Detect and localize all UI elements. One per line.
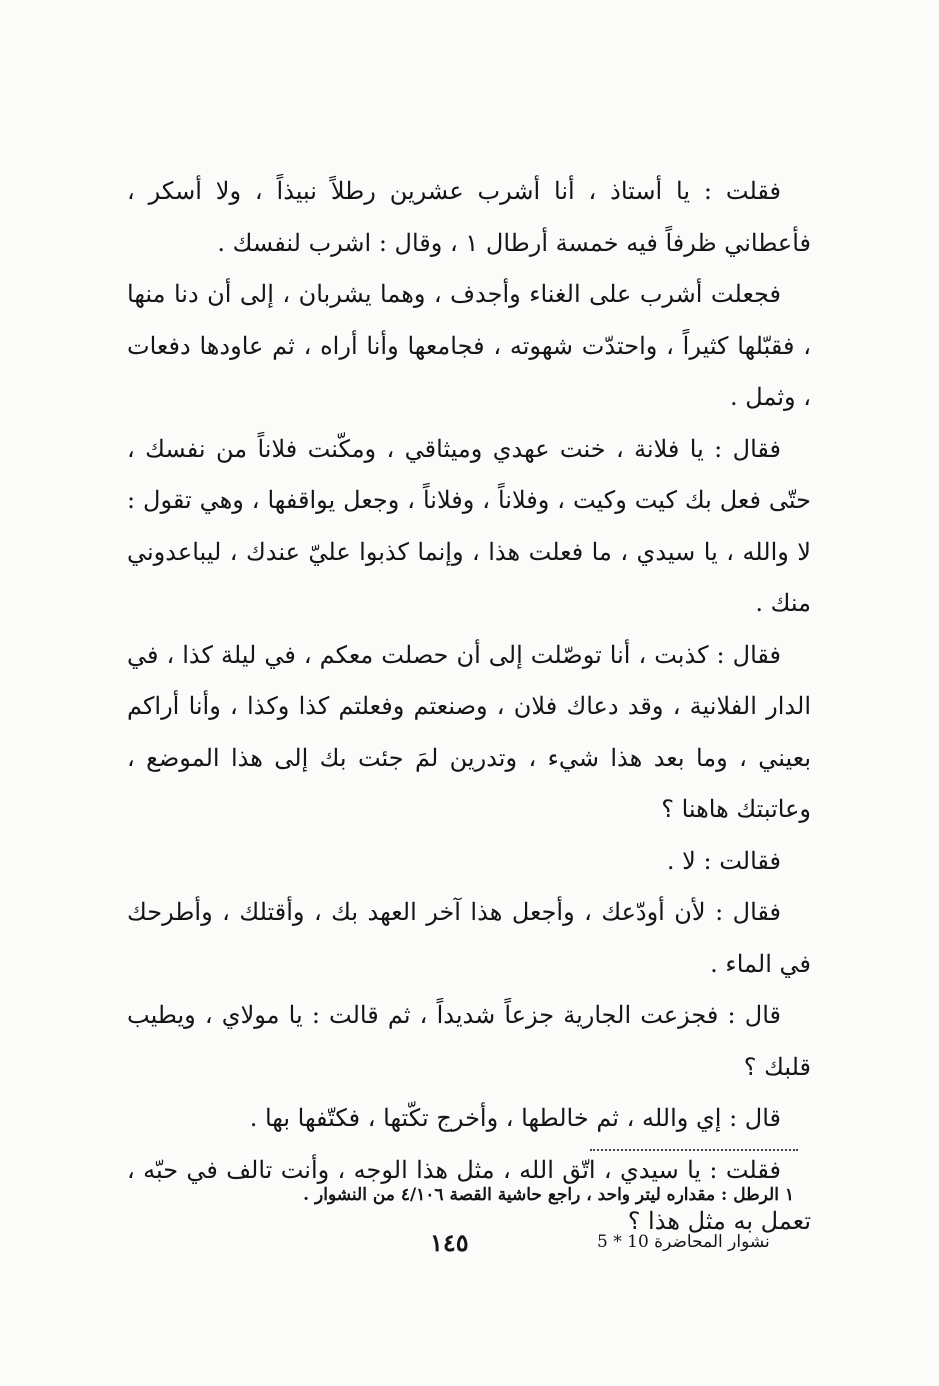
paragraph-3: فقال : يا فلانة ، خنت عهدي وميثاقي ، ومكّنت فلاناً من نفسك ، حتّى فعل بك كيت وكيت ، وفلاناً ، وفلاناً ، وجعل يواقفها ، وهي تقول : لا والله ، يا سيدي ، ما فعلت هذا ، وإنما كذبوا عليّ عندك ، ليباعدوني منك . [127, 434, 811, 617]
paragraph-2: فجعلت أشرب على الغناء وأجدف ، وهما يشربان ، إلى أن دنا منها ، فقبّلها كثيراً ، واحتدّت شهوته ، فجامعها وأنا أراه ، ثم عاودها دفعات ، وثمل . [127, 280, 812, 411]
paragraph-6: فقال : لأن أودّعك ، وأجعل هذا آخر العهد بك ، وأقتلك ، وأطرحك في الماء . [127, 898, 811, 978]
footnote: ١ الرطل : مقداره ليتر واحد ، راجع حاشية القصة ٤/١٠٦ من النشوار . [303, 1185, 794, 1205]
paragraph-8: قال : إي والله ، ثم خالطها ، وأخرج تكّتها ، فكتّفها بها . [249, 1104, 781, 1132]
page-footer [150, 1228, 790, 1258]
footnote-separator [590, 1149, 798, 1151]
page-number: ١٤٥ [430, 1228, 469, 1257]
paragraph-7: قال : فجزعت الجارية جزعاً شديداً ، ثم قالت : يا مولاي ، ويطيب قلبك ؟ [127, 1001, 811, 1081]
main-text [127, 166, 811, 1248]
paragraph-5: فقالت : لا . [666, 846, 781, 875]
paragraph-9: فقلت : يا سيدي ، اتّق الله ، مثل هذا الوجه ، وأنت تالف في حبّه ، تعمل به مثل هذا ؟ [127, 1155, 811, 1235]
printer-signature: 5 * نشوار المحاضرة 10 [597, 1232, 770, 1252]
paragraph-1: فقلت : يا أستاذ ، أنا أشرب عشرين رطلاً نبيذاً ، ولا أسكر ، فأعطاني ظرفاً فيه خمسة أرطال ١ ، وقال : اشرب لنفسك . [127, 177, 811, 257]
paragraph-4: فقال : كذبت ، أنا توصّلت إلى أن حصلت معكم ، في ليلة كذا ، في الدار الفلانية ، وقد دعاك فلان ، وصنعتم وفعلتم كذا وكذا ، وأنا أراكم بعيني ، وما بعد هذا شيء ، وتدرين لمَ جئت بك إلى هذا الموضع ، وعاتبتك هاهنا ؟ [127, 640, 811, 823]
